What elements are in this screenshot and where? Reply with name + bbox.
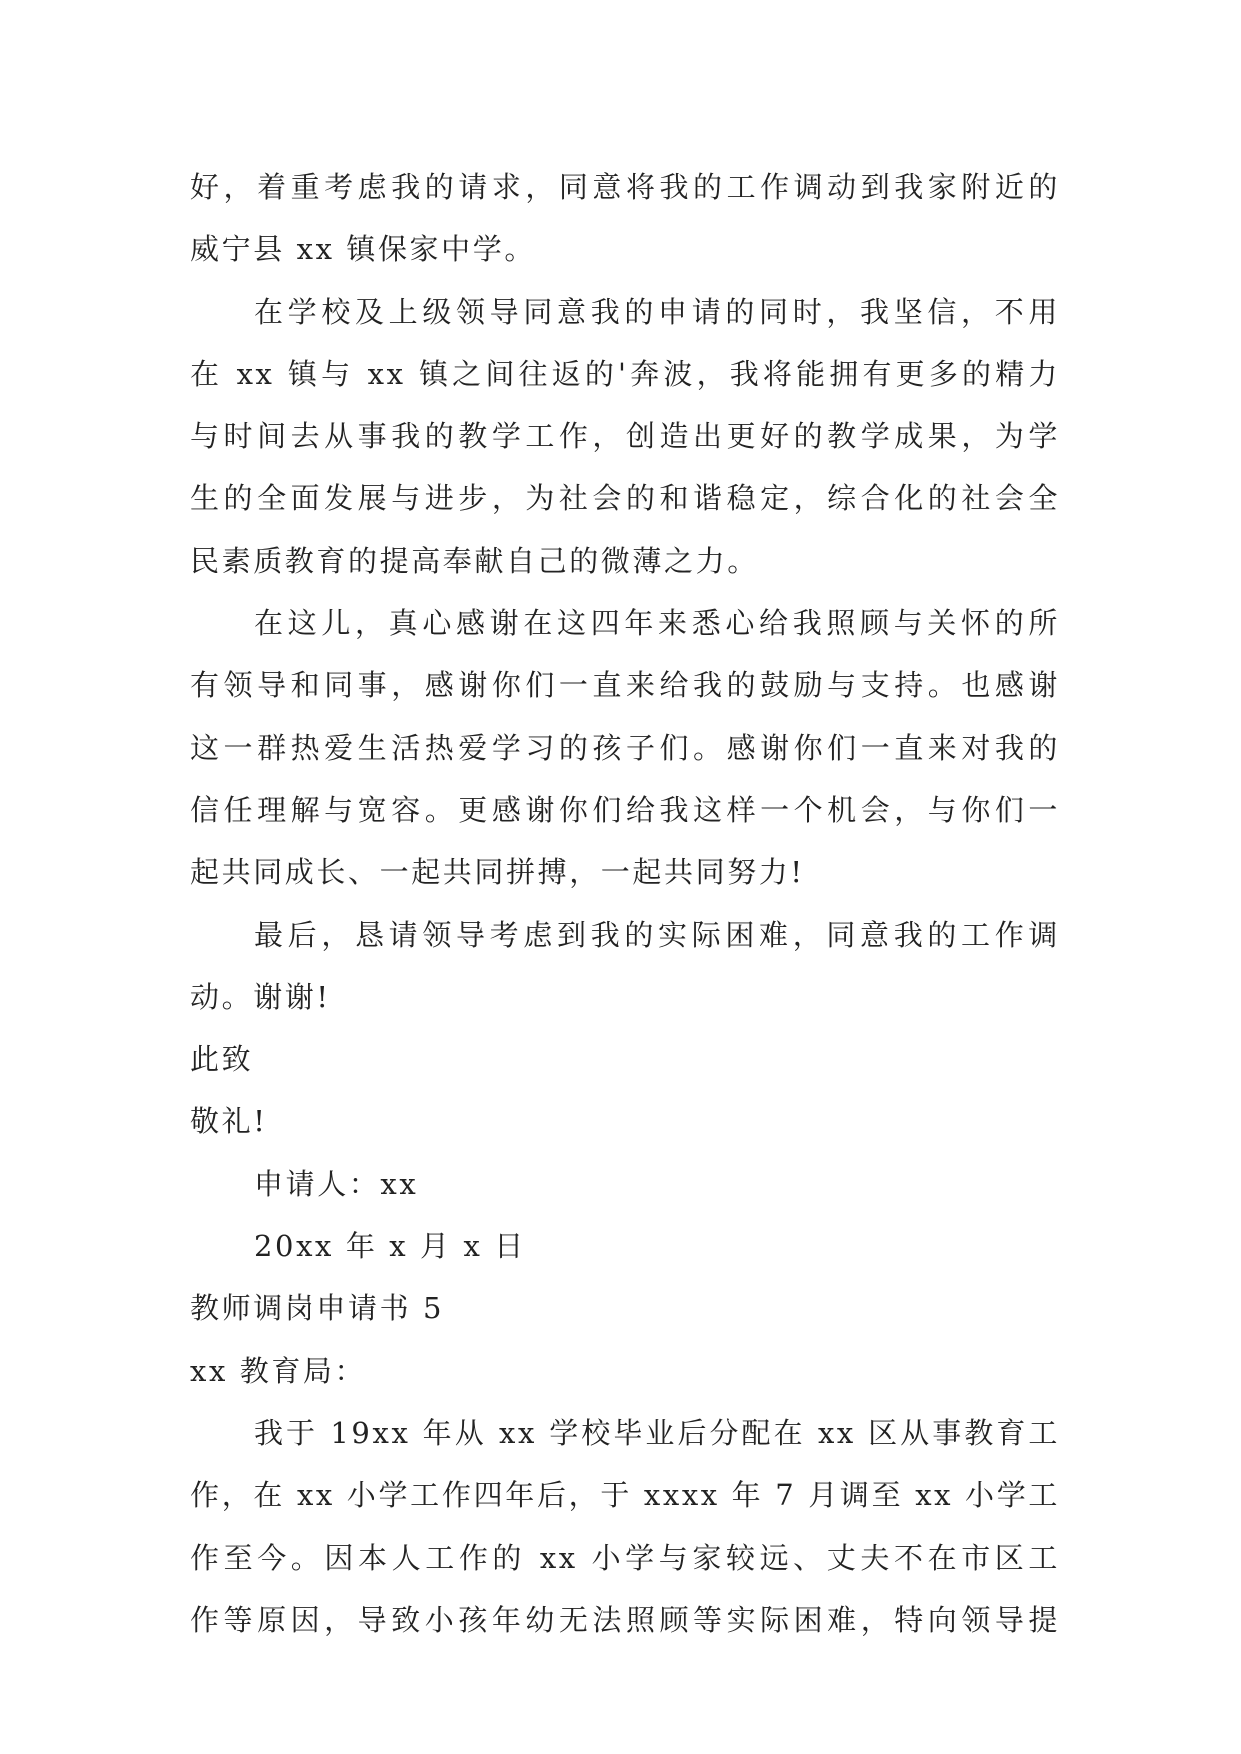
text-line: 生的全面发展与进步，为社会的和谐稳定，综合化的社会全 <box>190 481 1060 516</box>
text-line: 作，在 xx 小学工作四年后，于 xxxx 年 7 月调至 xx 小学工 <box>190 1478 1060 1513</box>
text-line: 威宁县 xx 镇保家中学。 <box>190 232 536 267</box>
text-line: 此致 <box>190 1042 254 1077</box>
text-line: 在学校及上级领导同意我的申请的同时，我坚信，不用 <box>254 294 1060 329</box>
text-line: 好，着重考虑我的请求，同意将我的工作调动到我家附近的 <box>190 170 1060 204</box>
text-line: 信任理解与宽容。更感谢你们给我这样一个机会，与你们一 <box>190 792 1060 827</box>
text-line: 我于 19xx 年从 xx 学校毕业后分配在 xx 区从事教育工 <box>254 1415 1060 1450</box>
text-line: 民素质教育的提高奉献自己的微薄之力。 <box>190 543 759 578</box>
text-line: 敬礼! <box>190 1104 268 1139</box>
text-line: 起共同成长、一起共同拼搏，一起共同努力! <box>190 855 805 890</box>
text-line: 在 xx 镇与 xx 镇之间往返的'奔波，我将能拥有更多的精力 <box>190 356 1060 391</box>
text-line: 与时间去从事我的教学工作，创造出更好的教学成果，为学 <box>190 419 1060 454</box>
text-line: 有领导和同事，感谢你们一直来给我的鼓励与支持。也感谢 <box>190 668 1060 703</box>
text-line: 这一群热爱生活热爱学习的孩子们。感谢你们一直来对我的 <box>190 730 1060 765</box>
text-line: 作至今。因本人工作的 xx 小学与家较远、丈夫不在市区工 <box>190 1540 1060 1575</box>
text-line: 动。谢谢! <box>190 979 331 1014</box>
text-line: 作等原因，导致小孩年幼无法照顾等实际困难，特向领导提 <box>190 1602 1060 1637</box>
text-line: 在这儿，真心感谢在这四年来悉心给我照顾与关怀的所 <box>254 606 1060 641</box>
text-line: 最后，恳请领导考虑到我的实际困难，同意我的工作调 <box>254 917 1060 952</box>
document-page <box>190 156 1060 1651</box>
text-line: 教师调岗申请书 5 <box>190 1291 445 1326</box>
text-line: 申请人：xx <box>254 1166 419 1201</box>
text-line: 20xx 年 x 月 x 日 <box>254 1229 526 1264</box>
text-line: xx 教育局： <box>190 1353 367 1388</box>
